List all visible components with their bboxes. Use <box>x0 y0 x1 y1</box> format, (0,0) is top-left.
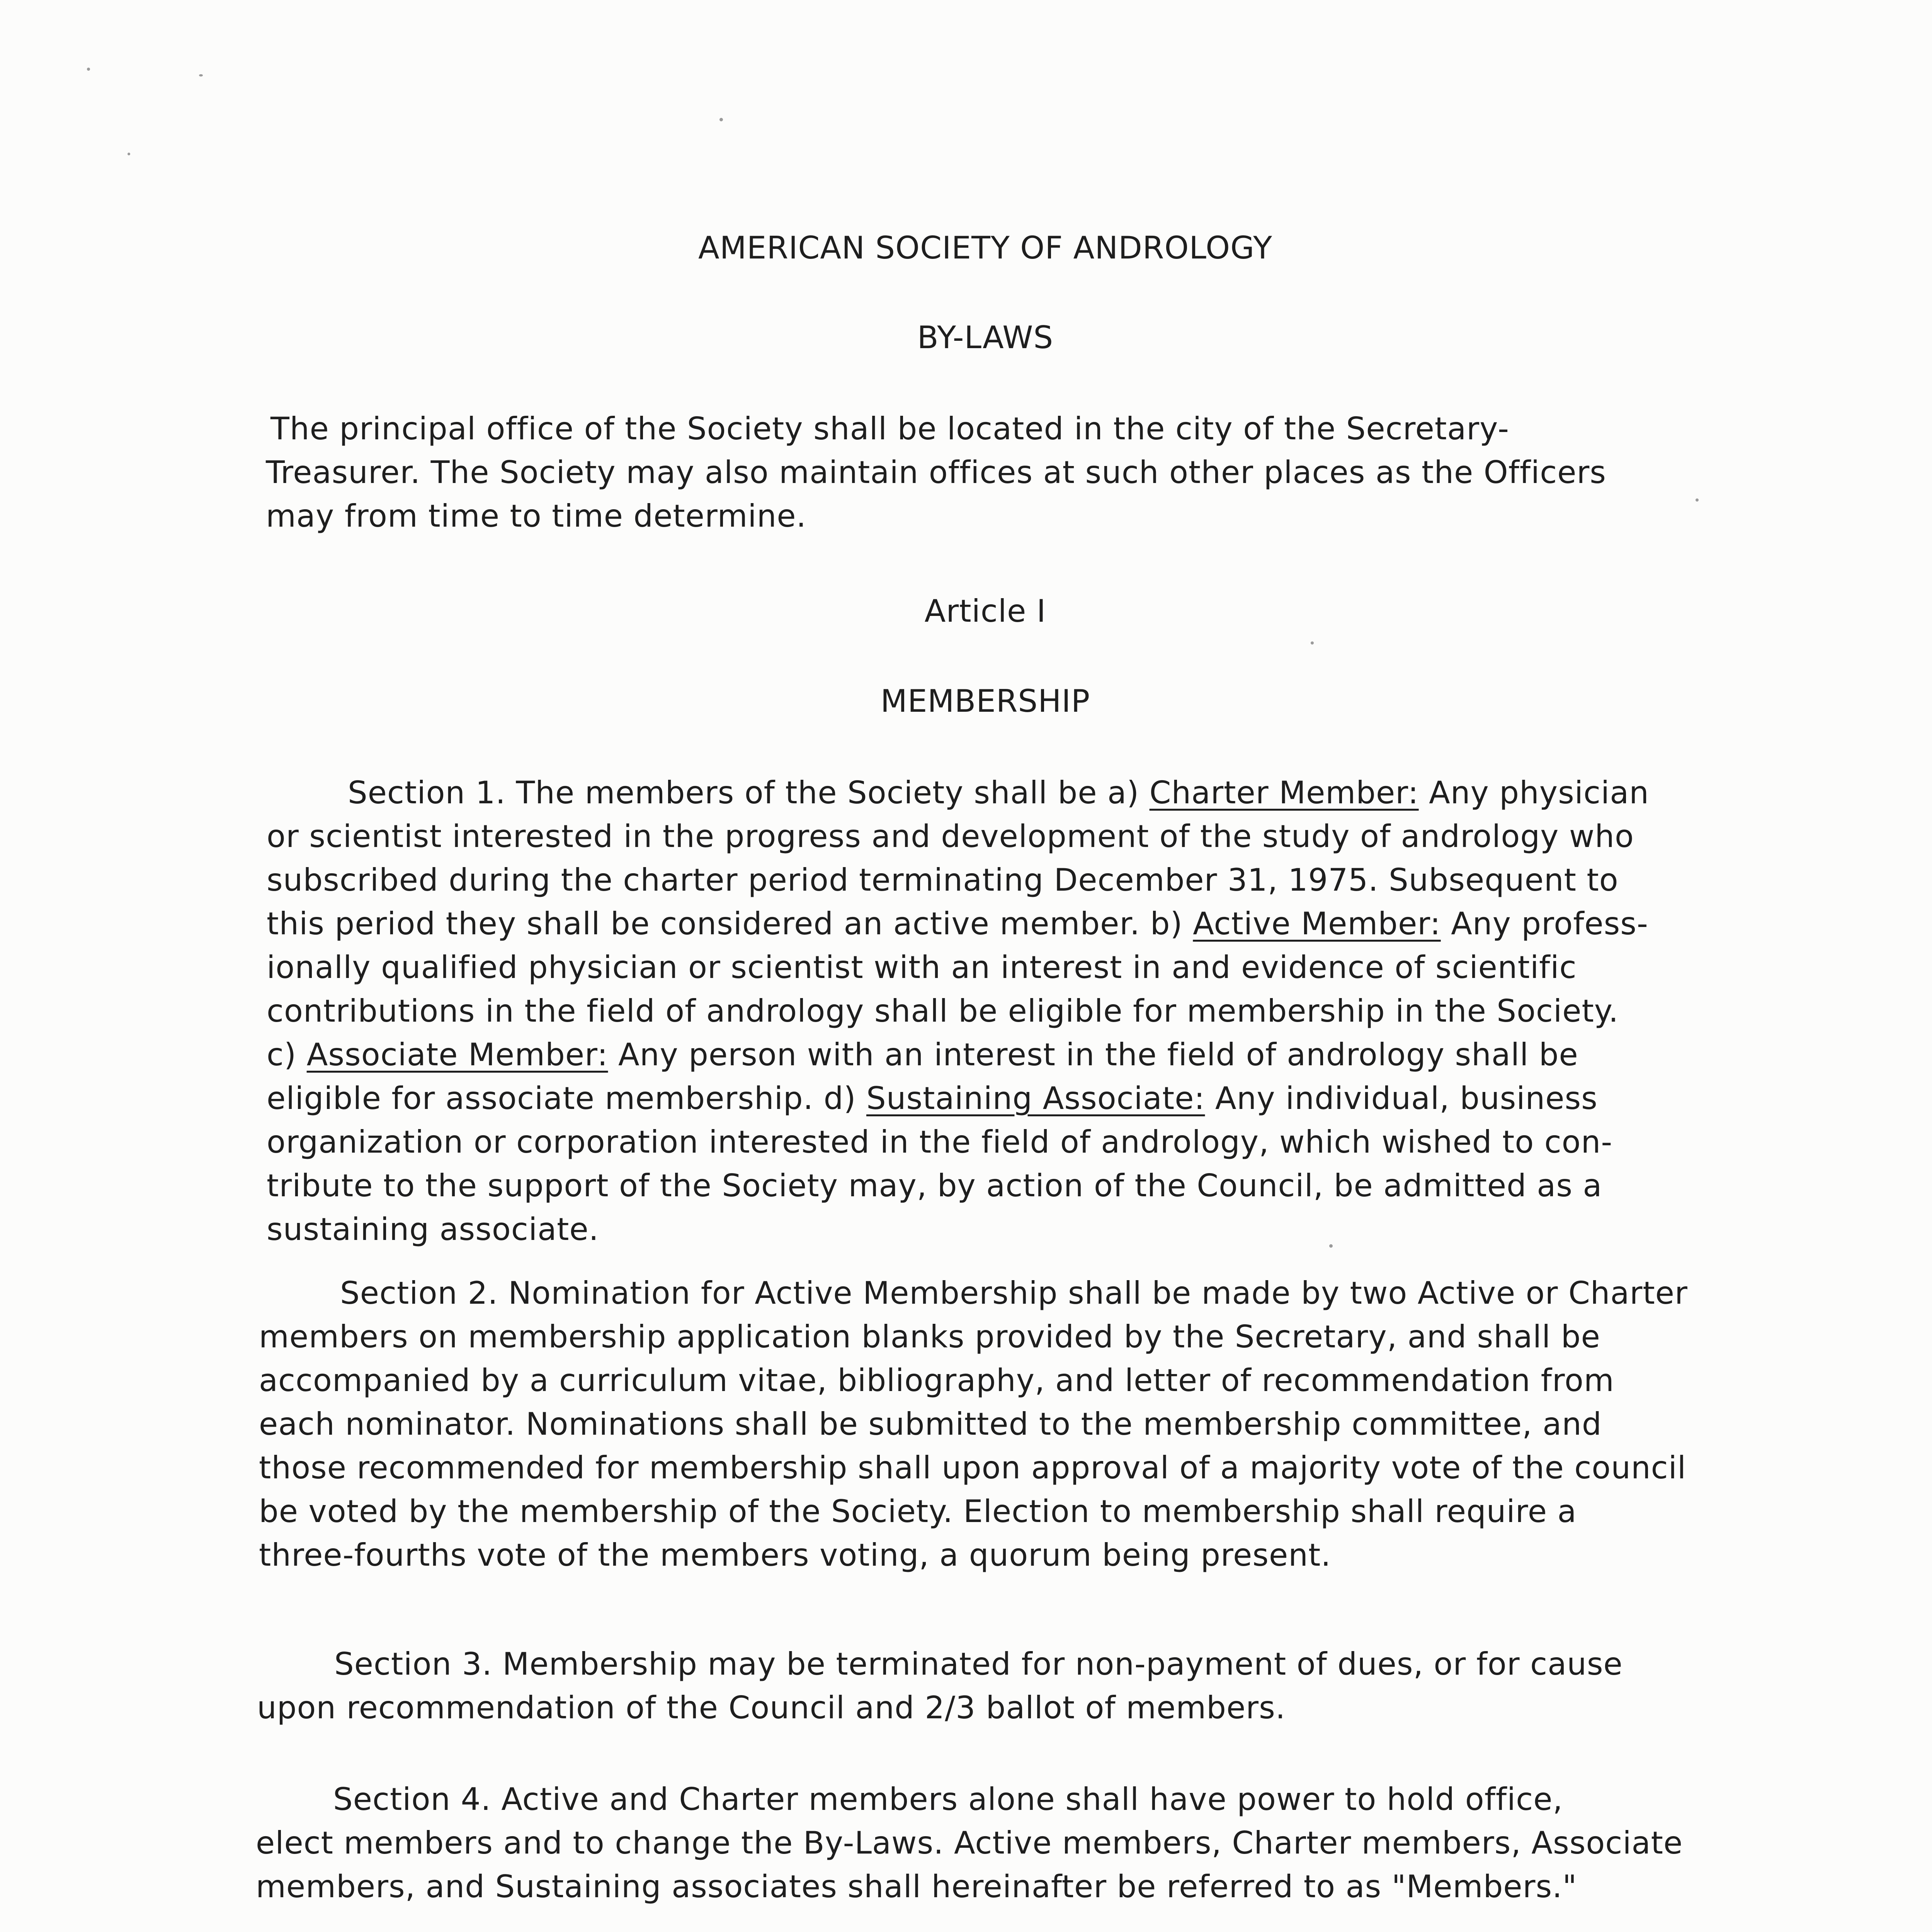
text-run: Any physician <box>1418 775 1649 811</box>
term-sustaining-associate: Sustaining Associate: <box>866 1080 1205 1116</box>
text-run: Any profess- <box>1440 906 1648 942</box>
paragraph-line: ionally qualified physician or scientist with an interest in and evidence of scientific <box>267 949 1577 985</box>
paragraph-line: tribute to the support of the Society may, by action of the Council, be admitted as a <box>267 1168 1602 1204</box>
term-charter-member: Charter Member: <box>1149 775 1419 811</box>
paragraph-line: or scientist interested in the progress and development of the study of andrology who <box>267 818 1634 854</box>
intro-line: The principal office of the Society shall be located in the city of the Secretary- <box>270 411 1509 447</box>
intro-paragraph <box>266 407 1606 538</box>
paragraph-line <box>348 771 1649 815</box>
text-run: this period they shall be considered an active member. b) <box>267 906 1193 942</box>
paragraph-line: subscribed during the charter period terminating December 31, 1975. Subsequent to <box>267 862 1619 898</box>
article-1-section-1 <box>267 771 1649 1251</box>
scan-speck <box>128 153 130 155</box>
paragraph-line: three-fourths vote of the members voting, a quorum being present. <box>259 1537 1331 1573</box>
paragraph-line: members, and Sustaining associates shall hereinafter be referred to as "Members." <box>256 1869 1577 1905</box>
scan-speck <box>199 74 203 77</box>
paragraph-line: contributions in the field of andrology shall be eligible for membership in the Society. <box>267 993 1619 1029</box>
article-1-label: Article I <box>924 593 1046 629</box>
text-run: Any person with an interest in the field of andrology shall be <box>608 1037 1578 1073</box>
article-1-section-2 <box>259 1271 1688 1577</box>
paragraph-line: those recommended for membership shall upon approval of a majority vote of the council <box>259 1450 1687 1486</box>
text-run: c) <box>267 1037 307 1073</box>
scan-speck <box>1696 498 1699 502</box>
paragraph-line <box>267 1077 1649 1120</box>
paragraph-line: upon recommendation of the Council and 2/3 ballot of members. <box>257 1690 1286 1726</box>
paragraph-line: Section 4. Active and Charter members alone shall have power to hold office, <box>333 1781 1563 1817</box>
scan-speck <box>87 68 90 71</box>
paragraph-line: organization or corporation interested in the field of andrology, which wished to con- <box>267 1124 1613 1160</box>
paragraph-line: be voted by the membership of the Society. Election to membership shall require a <box>259 1493 1577 1529</box>
scan-speck <box>719 118 723 121</box>
document-subtitle: BY-LAWS <box>917 320 1054 355</box>
intro-line: may from time to time determine. <box>266 498 806 534</box>
paragraph-line: Section 2. Nomination for Active Membership shall be made by two Active or Charter <box>340 1275 1688 1311</box>
paragraph-line <box>267 1033 1649 1077</box>
scan-speck <box>1311 641 1314 645</box>
term-associate-member: Associate Member: <box>306 1037 608 1073</box>
paragraph-line: sustaining associate. <box>267 1211 599 1247</box>
paragraph-line: accompanied by a curriculum vitae, bibliography, and letter of recommendation from <box>259 1362 1614 1398</box>
text-run: Any individual, business <box>1205 1080 1598 1116</box>
term-active-member: Active Member: <box>1193 906 1441 942</box>
paragraph-line <box>267 902 1649 946</box>
intro-line: Treasurer. The Society may also maintain offices at such other places as the Officers <box>266 454 1606 490</box>
paragraph-line: each nominator. Nominations shall be submitted to the membership committee, and <box>259 1406 1602 1442</box>
article-1-section-4 <box>256 1777 1683 1908</box>
document-title: AMERICAN SOCIETY OF ANDROLOGY <box>698 230 1272 266</box>
article-1-section-3 <box>257 1642 1623 1730</box>
article-1-heading: MEMBERSHIP <box>880 683 1090 719</box>
paragraph-line: Section 3. Membership may be terminated for non-payment of dues, or for cause <box>334 1646 1623 1682</box>
paragraph-line: members on membership application blanks provided by the Secretary, and shall be <box>259 1319 1600 1355</box>
text-run: Section 1. The members of the Society shall be a) <box>348 775 1150 811</box>
text-run: eligible for associate membership. d) <box>267 1080 866 1116</box>
paragraph-line: elect members and to change the By-Laws. Active members, Charter members, Associate <box>256 1825 1683 1861</box>
